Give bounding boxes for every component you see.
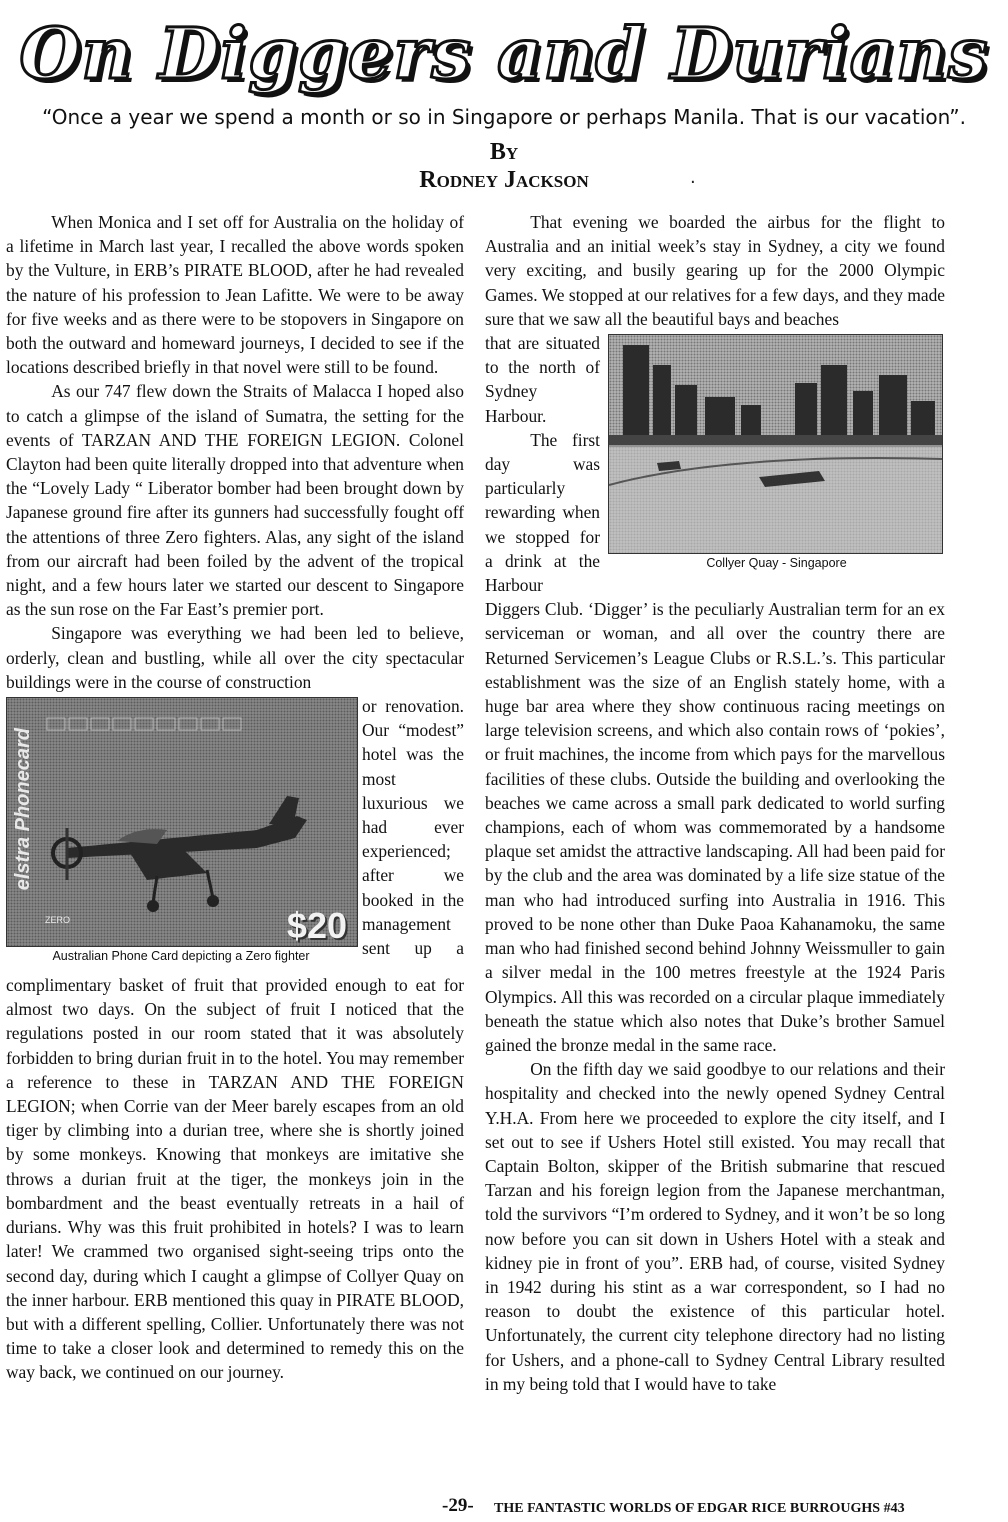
quay-figure	[608, 334, 945, 576]
left-column	[6, 210, 464, 1385]
paragraph: that are situated to the north of Sydney Harbour.	[485, 333, 600, 426]
card-brand-text: elstra Phonecard	[12, 728, 34, 891]
paragraph: That evening we boarded the airbus for the flight to Australia and an initial week’s stay in Sydney, a city we found very exciting, and busily gearing up for the 2000 Olympic Games. We stopped at our relatives for a few days, and they made sure that we saw all the beautiful bays and beaches	[485, 212, 945, 329]
phonecard-caption: Australian Phone Card depicting a Zero fighter	[52, 949, 310, 964]
phonecard-photo	[6, 697, 358, 947]
magazine-title: THE FANTASTIC WORLDS OF EDGAR RICE BURROUGHS #43	[494, 1501, 905, 1516]
paragraph: The first day was particularly rewarding when we stopped for a drink at the Harbour Diggers Club. ‘Digger’ is the peculiarly Australian term for an ex serviceman or woman, and all over the country there are Returned Servicemen’s League Clubs or R.S.L.’s. This particular establishment was the size of an English stately home, with a huge bar area where they show continuous racing meetings on large television screens, and which also contain rows of ‘pokies’, or fruit machines, the income from which pays for the marvellous facilities of these clubs. Outside the building and overlooking the beaches we came across a small park dedicated to world surfing champions, each of whom was commemorated by a handsome plaque set amidst the attractive landscaping. All had been paid for by the club and the area was dominated by a life size statue of the man who had introduced surfing into Australia in 1916. This proved to be none other than Duke Paoa Kahanamoku, the same man who had finished second behind Johnny Weissmuller to gain a silver medal in the 100 metres freestyle at the 1924 Paris Olympics. All this was recorded on a circular plaque immediately beneath the statue which also notes that Duke’s brother Samuel gained the bronze medal in the same race.	[485, 429, 945, 1055]
paragraph: As our 747 flew down the Straits of Malacca I hoped also to catch a glimpse of the island of Sumatra, the setting for the events of TARZAN AND THE FOREIGN LEGION. Colonel Clayton had been quite literally dropped into that adventure when the “Lovely Lady “ Liberator bomber had been brought down by Japanese ground fire after its gunners had successfully fought off the attentions of three Zero fighters. Alas, any sight of the island from our aircraft had been foiled by the advent of the tropical night, and a few hours later we started our descent to Singapore as the sun rose on the Far East’s premier port.	[6, 381, 464, 620]
quay-caption: Collyer Quay - Singapore	[706, 556, 847, 571]
paragraph: On the fifth day we said goodbye to our relations and their hospitality and checked into the newly opened Sydney Central Y.H.A. From here we proceeded to explore the city itself, and I set out to see if Ushers Hotel still existed. You may recall that Captain Bolton, skipper of the British submarine that rescued Tarzan and his foreign legion from the Japanese merchantman, told the survivors “I’m ordered to Sydney, and it won’t be so long now before you can sit down in Ushers Hotel with a steak and kidney pie in front of you”. ERB had, of course, visited Sydney in 1942 during his stint as a war correspondent, so I had no reason to doubt the existence of this particular hotel. Unfortunately, the current city telephone directory had no listing for Ushers, and a phone-call to Sydney Central Library resulted in my being told that I would have to take	[485, 1059, 945, 1394]
quay-photo	[608, 334, 943, 554]
right-column	[485, 210, 945, 1396]
page-number: -29-	[442, 1495, 474, 1516]
scan-speck: ·	[690, 172, 696, 193]
phonecard-figure	[6, 697, 356, 973]
card-price: $20	[286, 904, 347, 946]
byline-author: Rodney Jackson	[419, 167, 589, 193]
paragraph: or renovation. Our “modest” hotel was the most luxurious we had ever experienced; after we booked in the management sent up a complimentary basket of fruit that provided enough to eat for almost two days. On the subject of fruit I noticed that the regulations posted in our room stated that it was absolutely forbidden to bring durian fruit in to the hotel. You may remember a reference to these in TARZAN AND THE FOREIGN LEGION; when Corrie van der Meer barely escapes from an old tiger by climbing into a durian tree, where she is shortly joined by some monkeys. Knowing that monkeys are imitative she throws a durian fruit at the tiger, the monkeys join in the bombardment and the beast eventually retreats in a hail of durians. Why was this fruit prohibited in hotels? I was to learn later! We crammed two organised sight-seeing trips onto the second day, during which I caught a glimpse of Collyer Quay on the inner harbour. ERB mentioned this quay in PIRATE BLOOD, but with a different spelling, Collier. Unfortunately there was not time to take a closer look and determined to remedy this on the way back, we continued on our journey.	[6, 696, 464, 1383]
byline-by: By	[489, 139, 519, 165]
article-title: On Diggers and Durians	[19, 12, 989, 95]
paragraph: When Monica and I set off for Australia on the holiday of a lifetime in March last year, I recalled the above words spoken by the Vulture, in ERB’s PIRATE BLOOD, after he had revealed the nature of his profession to Jean Lafitte. We were to be away for five weeks and as there were to be stopovers in Singapore on both the outward and homeward journeys, I decided to see if the locations described briefly in that novel were still to be found.	[6, 212, 464, 378]
paragraph: Singapore was everything we had been led to believe, orderly, clean and bustling, while all over the city spectacular buildings were in the course of construction	[6, 623, 464, 692]
card-small-label: ZERO	[45, 914, 71, 925]
city-skyline-illustration	[609, 335, 942, 553]
epigraph-quote: “Once a year we spend a month or so in Singapore or perhaps Manila. That is our vacation”.	[42, 105, 966, 129]
